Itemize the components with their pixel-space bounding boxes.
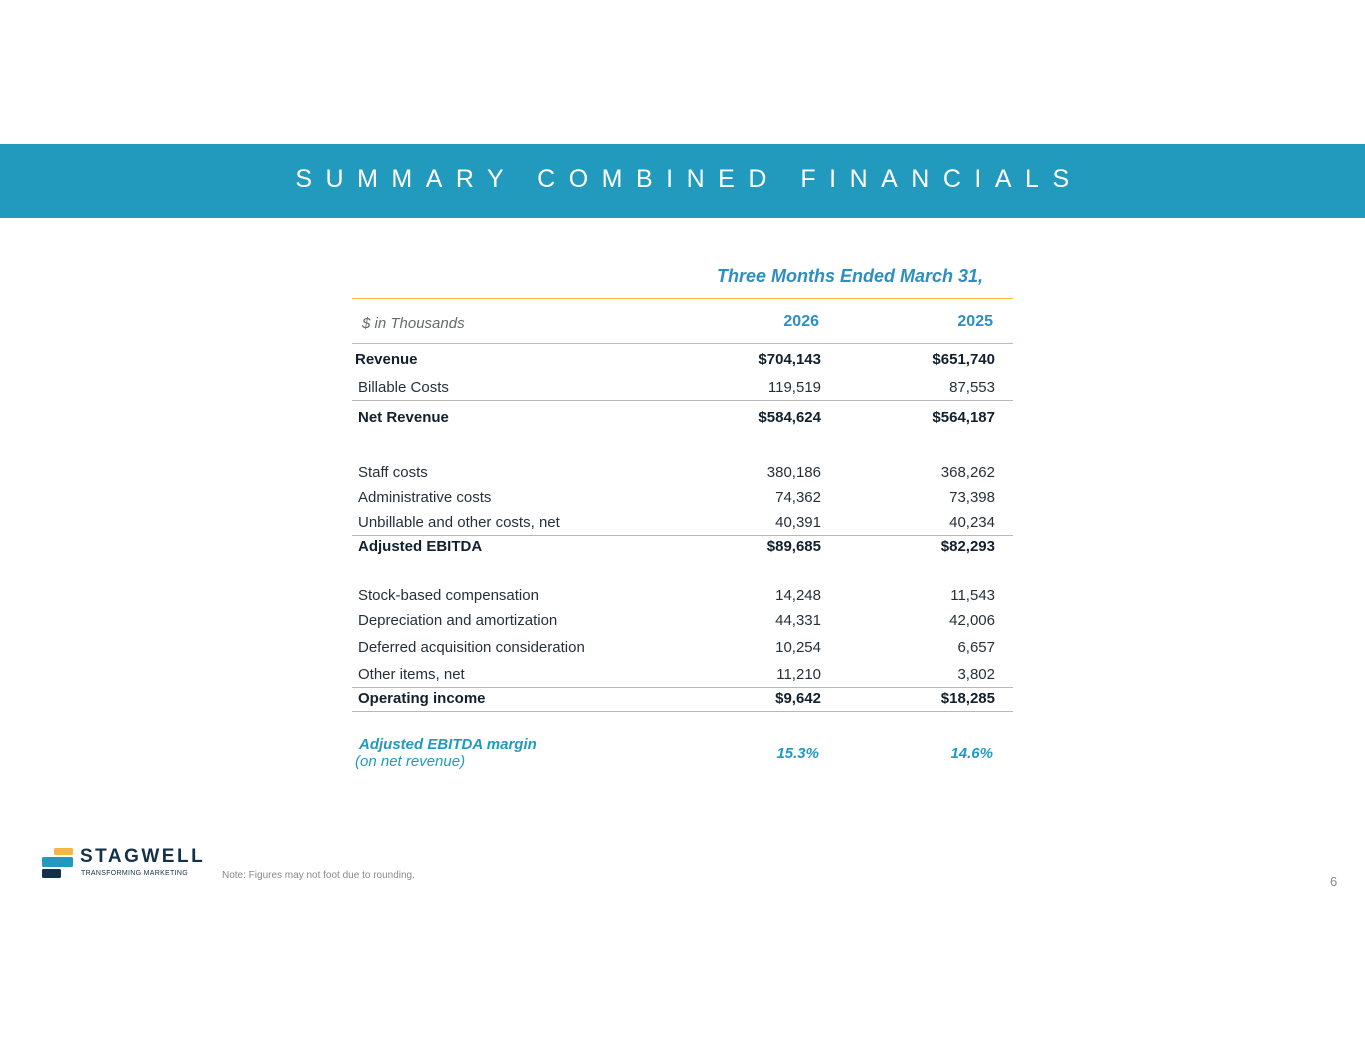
row-label: Operating income — [358, 690, 486, 707]
ebitda-margin-label: Adjusted EBITDA margin — [359, 736, 537, 753]
row-label: Revenue — [355, 351, 418, 368]
table-row-deferred-acquisition — [352, 639, 1013, 661]
year-2026-header: 2026 — [783, 313, 819, 330]
row-value-2025: 42,006 — [949, 612, 995, 629]
table-row-administrative-costs — [352, 489, 1013, 511]
row-value-2025: 368,262 — [940, 464, 995, 481]
row-value-2025: 6,657 — [957, 639, 995, 656]
row-value-2026: 380,186 — [766, 464, 821, 481]
row-value-2025: 11,543 — [950, 587, 995, 604]
table-row-staff-costs — [352, 464, 1013, 486]
table-row-revenue — [352, 351, 1013, 373]
row-value-2026: 11,210 — [776, 666, 821, 683]
row-label: Deferred acquisition consideration — [358, 639, 585, 656]
page-number: 6 — [1330, 874, 1338, 889]
row-label: Adjusted EBITDA — [358, 538, 483, 555]
row-rule — [352, 687, 1013, 688]
row-value-2025: 3,802 — [957, 666, 995, 683]
period-header: Three Months Ended March 31, — [716, 266, 984, 286]
table-row-stock-based-compensation — [352, 587, 1013, 609]
year-2025-header: 2025 — [957, 313, 993, 330]
row-value-2026: 10,254 — [775, 639, 821, 656]
row-value-2025: 40,234 — [949, 514, 995, 531]
row-rule — [352, 400, 1013, 401]
ebitda-margin-2025: 14.6% — [950, 745, 993, 762]
row-value-2025: $82,293 — [940, 538, 995, 555]
row-value-2025: 73,398 — [949, 489, 995, 506]
table-row-net-revenue — [352, 409, 1013, 431]
row-value-2026: $9,642 — [775, 690, 821, 707]
row-label: Unbillable and other costs, net — [358, 514, 560, 531]
header-top-rule — [352, 298, 1013, 299]
ebitda-margin-sublabel: (on net revenue) — [355, 753, 466, 770]
units-label: $ in Thousands — [362, 315, 465, 332]
row-value-2026: 74,362 — [775, 489, 821, 506]
row-value-2025: $564,187 — [932, 409, 995, 426]
row-value-2025: $18,285 — [940, 690, 995, 707]
row-label: Net Revenue — [358, 409, 449, 426]
row-rule — [352, 711, 1013, 712]
row-label: Billable Costs — [358, 379, 449, 396]
slide-title: SUMMARY COMBINED FINANCIALS — [295, 165, 1083, 193]
row-label: Other items, net — [358, 666, 465, 683]
row-label: Administrative costs — [358, 489, 492, 506]
row-label: Depreciation and amortization — [358, 612, 558, 629]
table-row-adjusted-ebitda — [352, 538, 1013, 560]
row-value-2026: $704,143 — [758, 351, 821, 368]
row-value-2026: 40,391 — [775, 514, 821, 531]
logo-tagline: TRANSFORMING MARKETING — [81, 870, 188, 877]
table-row-depreciation — [352, 612, 1013, 634]
row-value-2025: $651,740 — [932, 351, 995, 368]
row-label: Staff costs — [358, 464, 428, 481]
row-value-2026: 119,519 — [767, 379, 821, 396]
row-value-2026: 44,331 — [775, 612, 821, 629]
footnote: Note: Figures may not foot due to rounding. — [222, 870, 415, 881]
stagwell-logo-icon — [40, 846, 76, 880]
table-row-other-items — [352, 666, 1013, 688]
row-value-2025: 87,553 — [949, 379, 995, 396]
row-value-2026: $89,685 — [766, 538, 821, 555]
table-row-unbillable-costs — [352, 514, 1013, 536]
table-row-billable-costs — [352, 379, 1013, 401]
header-bottom-rule — [352, 343, 1013, 344]
table-row-operating-income — [352, 690, 1013, 712]
logo-wordmark: STAGWELL — [80, 846, 206, 867]
row-rule — [352, 535, 1013, 536]
row-value-2026: 14,248 — [775, 587, 821, 604]
row-label: Stock-based compensation — [358, 587, 539, 604]
stagwell-logo — [40, 846, 210, 882]
row-value-2026: $584,624 — [758, 409, 821, 426]
ebitda-margin-2026: 15.3% — [776, 745, 819, 762]
